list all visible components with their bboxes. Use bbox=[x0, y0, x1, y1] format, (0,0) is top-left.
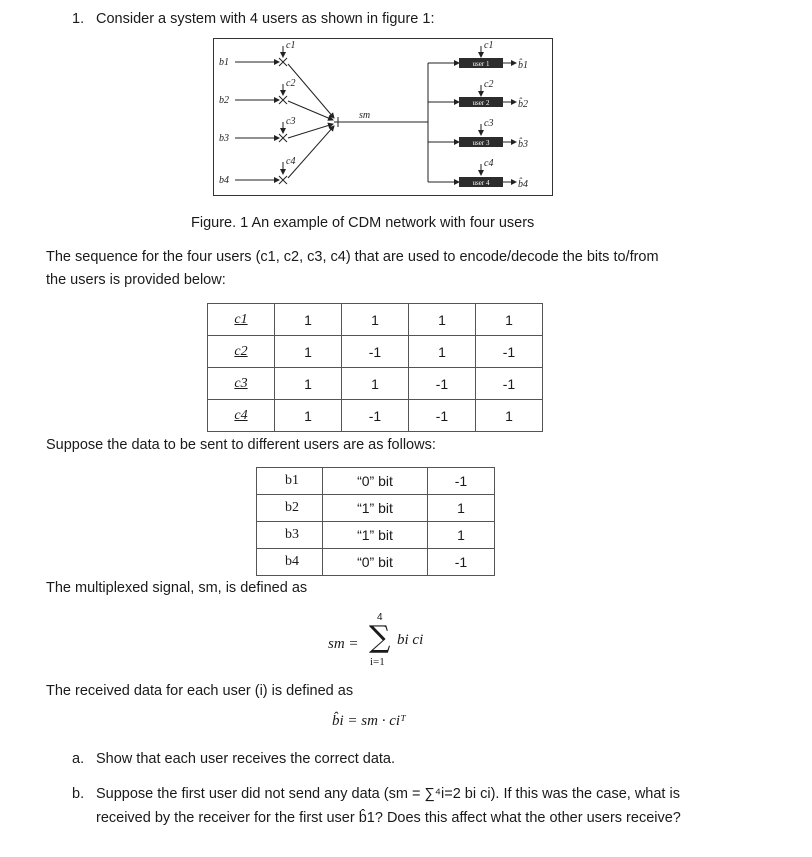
code-row-c3 bbox=[208, 368, 543, 400]
code-label: c4 bbox=[208, 400, 275, 432]
output-label-2: b̂2 bbox=[518, 99, 528, 110]
code-row-c1 bbox=[208, 304, 543, 336]
code-value: 1 bbox=[275, 400, 342, 432]
sum-formula-upper: 4 bbox=[377, 612, 383, 623]
code-value: 1 bbox=[342, 304, 409, 336]
part-b-label: b. bbox=[72, 786, 85, 802]
code-value: -1 bbox=[409, 400, 476, 432]
question-intro: Consider a system with 4 users as shown in figure 1: bbox=[96, 11, 435, 27]
code-label-4: c4 bbox=[286, 156, 296, 167]
bit-label: “1” bit bbox=[323, 522, 428, 549]
code-value: 1 bbox=[275, 336, 342, 368]
input-label-1: b1 bbox=[219, 57, 229, 68]
bit-label: “0” bit bbox=[323, 468, 428, 495]
code-value: 1 bbox=[275, 368, 342, 400]
input-label-4: b4 bbox=[219, 175, 229, 186]
code-label-2: c2 bbox=[286, 78, 296, 89]
code-row-c4 bbox=[208, 400, 543, 432]
data-row bbox=[257, 549, 495, 576]
user-label-1: user 1 bbox=[472, 60, 490, 68]
output-label-4: b̂4 bbox=[518, 179, 528, 190]
output-label-3: b̂3 bbox=[518, 139, 528, 150]
code-label-1: c1 bbox=[286, 40, 296, 51]
code-value: 1 bbox=[342, 368, 409, 400]
data-row bbox=[257, 495, 495, 522]
code-value: 1 bbox=[409, 304, 476, 336]
code-value: 1 bbox=[409, 336, 476, 368]
bit-value: -1 bbox=[428, 549, 495, 576]
received-text: The received data for each user (i) is defined as bbox=[46, 683, 354, 699]
bit-name: b3 bbox=[257, 522, 323, 549]
code-label: c2 bbox=[208, 336, 275, 368]
multiplex-text: The multiplexed signal, sm, is defined as bbox=[46, 580, 308, 596]
code-label: c3 bbox=[208, 368, 275, 400]
code-label-3: c3 bbox=[286, 116, 296, 127]
code-value: 1 bbox=[476, 400, 543, 432]
bit-name: b4 bbox=[257, 549, 323, 576]
question-number: 1. bbox=[72, 11, 85, 27]
sum-formula-lower: i=1 bbox=[370, 656, 385, 668]
data-table bbox=[256, 467, 495, 576]
cdm-network-figure bbox=[213, 38, 553, 196]
part-a-text: Show that each user receives the correct data. bbox=[96, 751, 396, 767]
code-value: -1 bbox=[409, 368, 476, 400]
bit-label: “0” bit bbox=[323, 549, 428, 576]
code-value: 1 bbox=[275, 304, 342, 336]
sum-formula-lhs: sm = bbox=[328, 636, 359, 652]
data-text: Suppose the data to be sent to different users are as follows: bbox=[46, 437, 436, 453]
received-formula: b̂i = sm · ciᵀ bbox=[332, 713, 406, 729]
output-label-1: b̂1 bbox=[518, 60, 528, 71]
part-a-label: a. bbox=[72, 751, 85, 767]
code-label: c1 bbox=[208, 304, 275, 336]
input-label-3: b3 bbox=[219, 133, 229, 144]
user-code-label-4: c4 bbox=[484, 158, 494, 169]
sequence-text-line2: the users is provided below: bbox=[46, 272, 226, 288]
code-row-c2 bbox=[208, 336, 543, 368]
input-label-2: b2 bbox=[219, 95, 229, 106]
data-row bbox=[257, 468, 495, 495]
bit-value: -1 bbox=[428, 468, 495, 495]
user-code-label-3: c3 bbox=[484, 118, 494, 129]
code-value: 1 bbox=[476, 304, 543, 336]
user-code-label-2: c2 bbox=[484, 79, 494, 90]
bit-value: 1 bbox=[428, 522, 495, 549]
code-value: -1 bbox=[342, 336, 409, 368]
user-label-3: user 3 bbox=[472, 139, 490, 147]
code-value: -1 bbox=[476, 368, 543, 400]
code-value: -1 bbox=[476, 336, 543, 368]
part-b-text-line2: received by the receiver for the first user b̂1? Does this affect what the other users receive? bbox=[96, 810, 681, 826]
bit-name: b1 bbox=[257, 468, 323, 495]
part-b-text: Suppose the first user did not send any data (sm = ∑⁴i=2 bi ci). If this was the case, what is bbox=[96, 786, 680, 802]
data-row bbox=[257, 522, 495, 549]
code-value: -1 bbox=[342, 400, 409, 432]
user-code-label-1: c1 bbox=[484, 40, 494, 51]
bit-name: b2 bbox=[257, 495, 323, 522]
user-label-2: user 2 bbox=[472, 99, 490, 107]
code-table bbox=[207, 303, 543, 432]
sum-formula-term: bi ci bbox=[397, 632, 424, 648]
user-label-4: user 4 bbox=[472, 179, 490, 187]
sum-label: sm bbox=[359, 110, 371, 121]
figure-caption: Figure. 1 An example of CDM network with four users bbox=[191, 215, 535, 231]
sequence-text-line1: The sequence for the four users (c1, c2, c3, c4) that are used to encode/decode the bits to/from bbox=[46, 249, 659, 265]
bit-value: 1 bbox=[428, 495, 495, 522]
bit-label: “1” bit bbox=[323, 495, 428, 522]
sigma-icon: ∑ bbox=[369, 620, 391, 655]
